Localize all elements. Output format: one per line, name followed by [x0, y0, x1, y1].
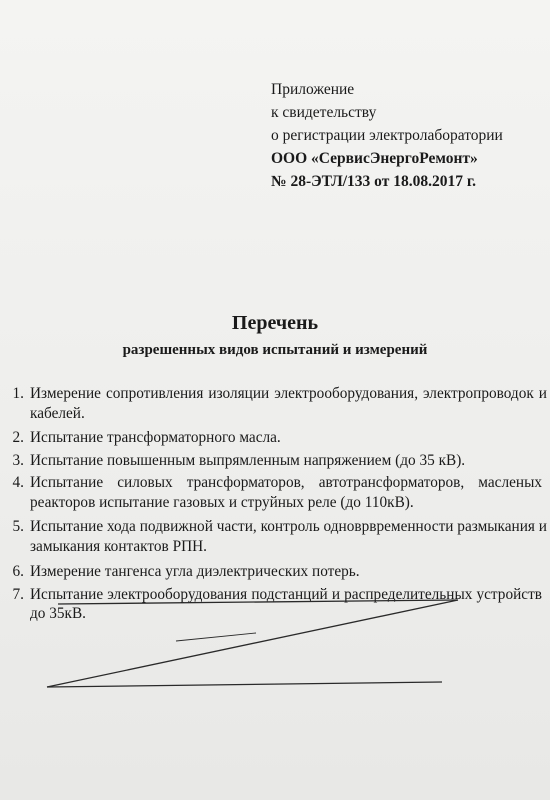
list-item-number: 5.	[12, 518, 24, 535]
annex-line-3: о регистрации электролаборатории	[271, 127, 503, 144]
strike-diagonal-line	[47, 600, 458, 687]
list-item-number: 4.	[12, 474, 24, 491]
list-item-number: 7.	[12, 585, 24, 603]
document-subtitle: разрешенных видов испытаний и измерений	[122, 342, 428, 358]
annex-line-2: к свидетельству	[271, 104, 377, 121]
strike-top-line	[58, 600, 458, 604]
list-item-text: Испытание силовых трансформаторов, автотрансформаторов, масленых реакторов испытание газовых и струйных реле (до 110кВ).	[30, 474, 542, 511]
list-item-text: Испытание хода подвижной части, контроль одноврвременности размыкания и замыкания контактов РПН.	[30, 518, 547, 555]
list-item-text: Испытание трансформаторного масла.	[30, 429, 281, 446]
strike-bottom-line	[47, 682, 442, 687]
list-item-number: 2.	[12, 429, 24, 446]
list-item-number: 1.	[12, 385, 24, 402]
list-item-text: Измерение тангенса угла диэлектрических потерь.	[30, 563, 360, 580]
list-item-number: 3.	[12, 451, 24, 469]
list-item-number: 6.	[12, 563, 24, 580]
annex-certificate-number: № 28-ЭТЛ/133 от 18.08.2017 г.	[271, 173, 476, 190]
list-item-text: Испытание электрооборудования подстанций и распределительных устройств до 35кВ.	[30, 585, 542, 622]
list-item-text: Измерение сопротивления изоляции электрооборудования, электропроводок и кабелей.	[30, 385, 547, 422]
annex-company: ООО «СервисЭнергоРемонт»	[271, 150, 478, 167]
list-item-text: Испытание повышенным выпрямленным напряжением (до 35 кВ).	[30, 451, 466, 469]
document-title: Перечень	[231, 312, 319, 334]
annex-line-1: Приложение	[271, 81, 355, 98]
strike-mark	[176, 633, 256, 641]
